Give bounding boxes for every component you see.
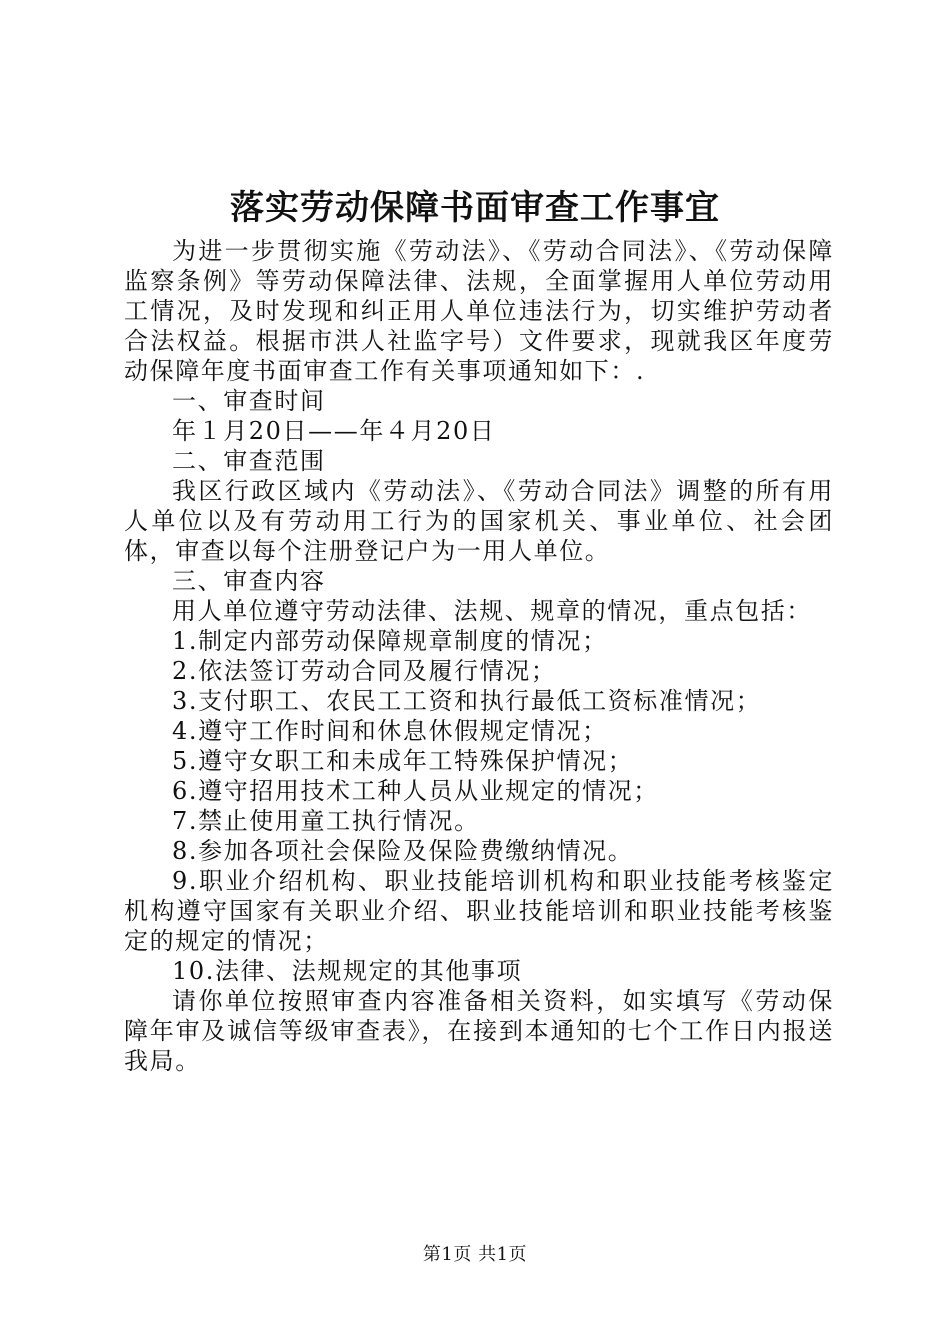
section-heading-time: 一、审查时间	[172, 387, 326, 415]
list-item: 9.职业介绍机构、职业技能培训机构和职业技能考核鉴定机构遵守国家有关职业介绍、职业技能培训和职业技能考核鉴定的规定的情况；	[124, 867, 834, 955]
list-item: 10.法律、法规规定的其他事项	[172, 957, 523, 985]
list-item: 2.依法签订劳动合同及履行情况；	[172, 657, 557, 685]
list-item: 6.遵守招用技术工种人员从业规定的情况；	[172, 777, 659, 805]
list-item: 5.遵守女职工和未成年工特殊保护情况；	[172, 747, 634, 775]
intro-paragraph: 为进一步贯彻实施《劳动法》、《劳动合同法》、《劳动保障监察条例》等劳动保障法律、法规，全面掌握用人单位劳动用工情况，及时发现和纠正用人单位违法行为，切实维护劳动者合法权益。根据市洪人社监字号）文件要求，现就我区年度劳动保障年度书面审查工作有关事项通知如下：.	[124, 237, 834, 385]
closing-paragraph: 请你单位按照审查内容准备相关资料，如实填写《劳动保障年审及诚信等级审查表》，在接到本通知的七个工作日内报送我局。	[124, 987, 834, 1075]
scope-paragraph: 我区行政区域内《劳动法》、《劳动合同法》调整的所有用人单位以及有劳动用工行为的国家机关、事业单位、社会团体，审查以每个注册登记户为一用人单位。	[124, 477, 834, 565]
section-heading-content: 三、审查内容	[172, 567, 326, 595]
list-item: 4.遵守工作时间和休息休假规定情况；	[172, 717, 608, 745]
list-item: 3.支付职工、农民工工资和执行最低工资标准情况；	[172, 687, 762, 715]
document-body	[124, 236, 834, 1076]
list-item: 1.制定内部劳动保障规章制度的情况；	[172, 627, 608, 655]
review-period: 年１月20日——年４月20日	[172, 417, 496, 445]
content-intro: 用人单位遵守劳动法律、法规、规章的情况，重点包括：	[172, 597, 812, 625]
list-item: 8.参加各项社会保险及保险费缴纳情况。	[172, 837, 634, 865]
page-number-footer: 第1页 共1页	[422, 1244, 528, 1265]
section-heading-scope: 二、审查范围	[172, 447, 326, 475]
document-title: 落实劳动保障书面审查工作事宜	[230, 188, 720, 228]
list-item: 7.禁止使用童工执行情况。	[172, 807, 480, 835]
